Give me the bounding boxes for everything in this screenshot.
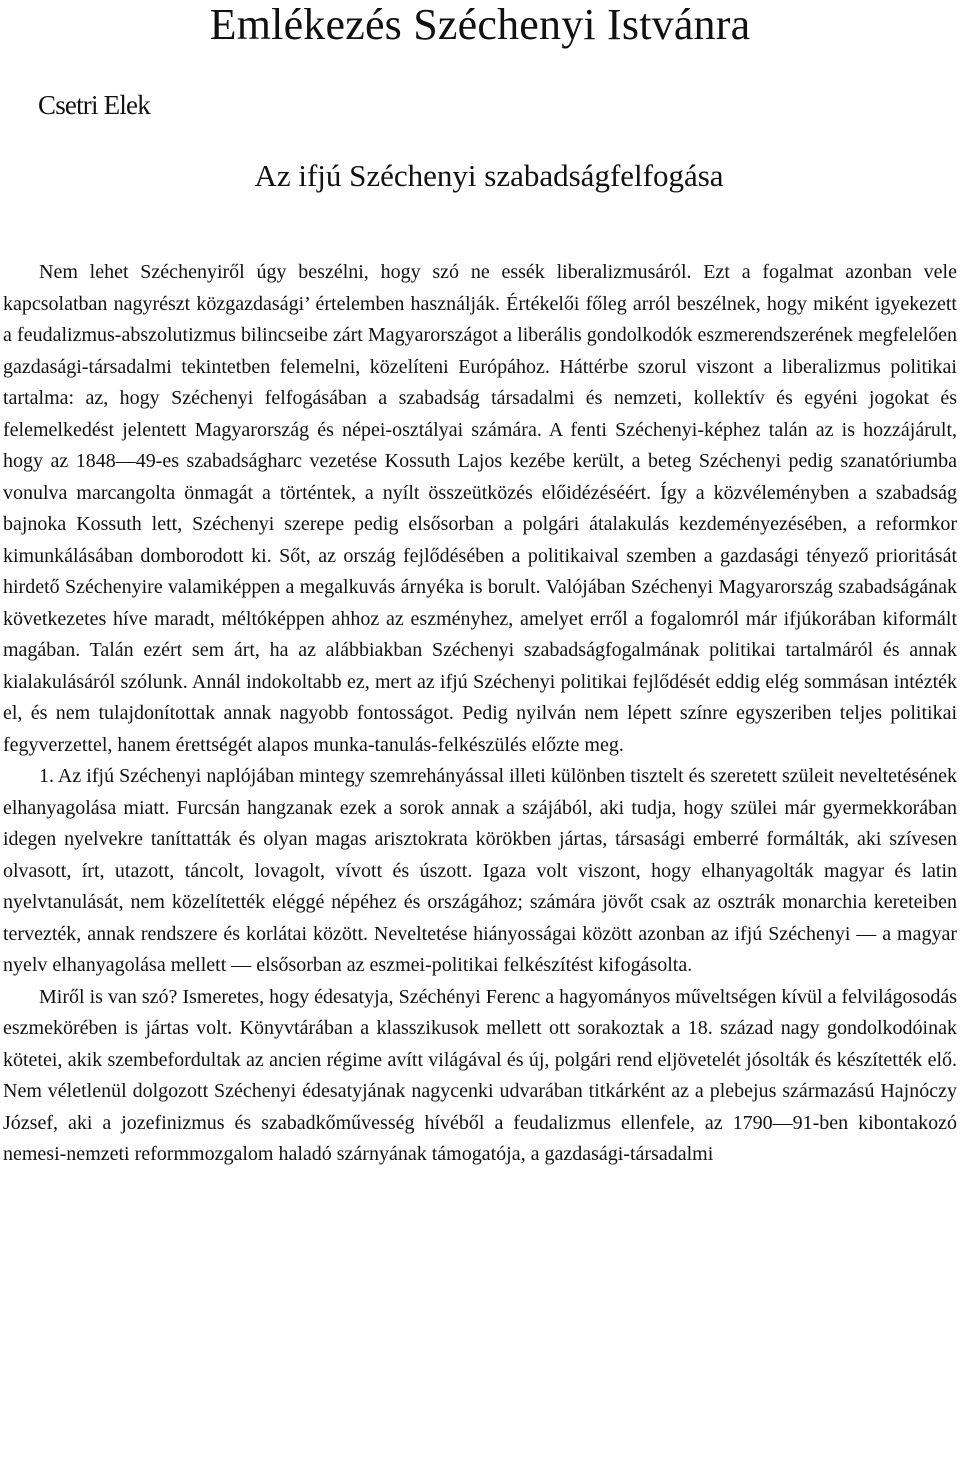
author-name: Csetri Elek bbox=[38, 90, 150, 120]
paragraph-intro: Nem lehet Széchenyiről úgy beszélni, hogy szó ne essék liberalizmusáról. Ezt a fogalmat azonban vele kapcsolatban nagyrészt közgazdasági’ értelemben használják. Értékelői főleg arról beszélnek, hogy miként igyekezett a feudalizmus-abszolutizmus bilincseibe zárt Magyarországot a liberális gondolkodók eszmerendszerének megfelelően gazdasági-társadalmi tekintetben felemelni, közelíteni Európához. Háttérbe szorul viszont a liberalizmus politikai tartalma: az, hogy Széchenyi felfogásában a szabadság társadalmi és nemzeti, kollektív és egyéni jogokat és felemelkedést jelentett Magyarország és népei-osztályai számára. A fenti Széchenyi-képhez talán az is hozzájárult, hogy az 1848—49-es szabadságharc vezetése Kossuth Lajos kezébe került, a beteg Széchenyi pedig szanatóriumba vonulva marcangolta önmagát a történtek, a nyílt összeütközés előidézéséért. Így a közvéleményben a szabadság bajnoka Kossuth lett, Széchenyi szerepe pedig elsősorban a polgári átalakulás kezdeményezésében, a reformkor kimunkálásában domborodott ki. Sőt, az ország fejlődésében a politikaival szemben a gazdasági tényező prioritását hirdető Széchenyire valamiképpen a megalkuvás árnyéka is borult. Valójában Széchenyi Magyarország szabadságának következetes híve maradt, méltóképpen ahhoz az eszményhez, amelyet erről a fogalomról már ifjúkorában kiformált magában. Talán ezért sem árt, ha az alábbiakban Széchenyi szabadságfogalmának politikai tartalmáról és annak kialakulásáról szólunk. Annál indokoltabb ez, mert az ifjú Széchenyi politikai fejlődését eddig elég sommásan intézték el, és nem tulajdonítottak annak nagyobb fontosságot. Pedig nyilván nem lépett színre egyszeriben teljes politikai fegyverzettel, hanem érettségét alapos munka-tanulás-felkészülés előzte meg. bbox=[3, 261, 957, 756]
paragraph-section-1-continued: Miről is van szó? Ismeretes, hogy édesatyja, Széchényi Ferenc a hagyományos műveltségen kívül a felvilágosodás eszmekörében is jártas volt. Könyvtárában a klasszikusok mellett ott sorakoztak a 18. század nagy gondolkodóinak kötetei, akik szembefordultak az ancien régime avítt világával és új, polgári rend eljövetelét jósolták és készítették elő. Nem véletlenül dolgozott Széchenyi édesatyjának nagycenki udvarában titkárként az a plebejus származású Hajnóczy József, aki a jozefinizmus és szabadkőművesség hívéből a feudalizmus ellenfele, az 1790—91-ben kibontakozó nemesi-nemzeti reformmozgalom haladó szárnyának támogatója, a gazdasági-társadalmi bbox=[3, 985, 957, 1165]
article-subtitle: Az ifjú Széchenyi szabadságfelfogása bbox=[254, 158, 724, 193]
document-title: Emlékezés Széchenyi Istvánra bbox=[209, 0, 751, 49]
paragraph-section-1: 1. Az ifjú Széchenyi naplójában mintegy szemrehányással illeti különben tisztelt és szeretett szüleit neveltetésének elhanyagolása miatt. Furcsán hangzanak ezek a sorok annak a szájából, aki tudja, hogy szülei már gyermekkorában idegen nyelvekre taníttatták és olyan magas arisztokrata körökben jártas, társasági emberré formálták, aki szívesen olvasott, írt, utazott, táncolt, lovagolt, vívott és úszott. Igaza volt viszont, hogy elhanyagolták magyar és latin nyelvtanulását, nem közelítették eléggé népéhez és országához; számára jövőt csak az osztrák monarchia kereteiben tervezték, annak rendszere és korlátai között. Neveltetése hiányosságai között azonban az ifjú Széchenyi — a magyar nyelv elhanyagolása mellett — elsősorban az eszmei-politikai felkészítést kifogásolta. bbox=[3, 765, 957, 976]
article-body bbox=[3, 257, 957, 1171]
